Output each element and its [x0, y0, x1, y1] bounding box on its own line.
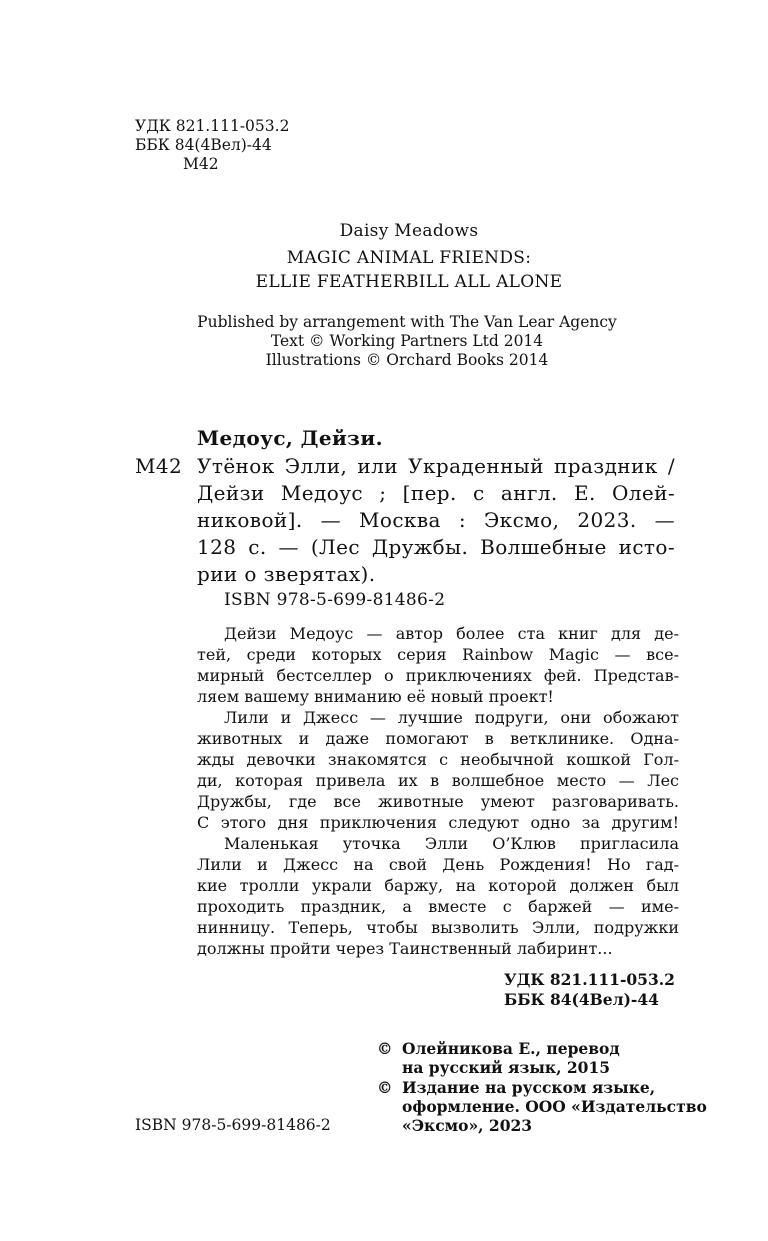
annotation-bbk: ББК 84(4Вел)-44	[504, 990, 659, 1009]
annotation-line: Дружбы, где все животные умеют разговаривать.	[197, 792, 679, 811]
annotation-line: мирный бестселлер о приключениях фей. Представ-	[197, 666, 679, 685]
author-mark: М42	[183, 155, 219, 173]
annotation-line: ляем вашему вниманию её новый проект!	[197, 687, 554, 706]
annotation-line: ди, которая привела их в волшебное место — Лес	[197, 771, 679, 790]
catalog-heading: Медоус, Дейзи.	[197, 426, 383, 450]
annotation-udk: УДК 821.111-053.2	[504, 970, 675, 989]
annotation-line: жды девочки знакомятся с необычной кошкой Гол-	[197, 750, 679, 769]
rights-line1: Published by arrangement with The Van Lear Agency	[197, 313, 617, 331]
copyright-symbol: ©	[377, 1039, 393, 1058]
copyright-symbol: ©	[377, 1078, 393, 1097]
copyright-translation-line2: на русский язык, 2015	[402, 1058, 611, 1077]
annotation-line: С этого дня приключения следуют одно за другим!	[197, 813, 679, 832]
catalog-line: рии о зверятах).	[197, 562, 376, 586]
original-title-line2: ELLIE FEATHERBILL ALL ALONE	[255, 272, 563, 292]
copyright-edition-line3: «Эксмо», 2023	[402, 1116, 533, 1135]
bbk-code: ББК 84(4Вел)-44	[135, 136, 272, 154]
catalog-line: Дейзи Медоус ; [пер. с англ. Е. Олей-	[197, 481, 675, 505]
annotation-line: кие тролли украли баржу, на которой должен был	[197, 876, 679, 895]
catalog-description	[197, 453, 675, 588]
catalog-line: Утёнок Элли, или Украденный праздник /	[197, 454, 675, 478]
catalog-isbn: ISBN 978-5-699-81486-2	[224, 590, 446, 610]
udk-code: УДК 821.111-053.2	[135, 117, 290, 135]
original-author: Daisy Meadows	[339, 221, 479, 241]
copyright-edition-line2: оформление. ООО «Издательство	[402, 1097, 707, 1116]
original-title-line1: MAGIC ANIMAL FRIENDS:	[286, 248, 532, 268]
annotation-line: тей, среди которых серия Rainbow Magic — все-	[197, 645, 679, 664]
annotation	[197, 623, 679, 959]
annotation-line: Лили и Джесс — лучшие подруги, они обожают	[224, 708, 679, 727]
annotation-line: проходить праздник, а вместе с баржей — име-	[197, 897, 679, 916]
annotation-line: Дейзи Медоус — автор более ста книг для де-	[224, 624, 679, 643]
annotation-line: нинницу. Теперь, чтобы вызволить Элли, подружки	[197, 918, 679, 937]
catalog-line: 128 с. — (Лес Дружбы. Волшебные исто-	[197, 535, 675, 559]
copyright-translation-line1: Олейникова Е., перевод	[402, 1039, 620, 1058]
catalog-line: никовой]. — Москва : Эксмо, 2023. —	[197, 508, 675, 532]
annotation-line: Лили и Джесс на свой День Рождения! Но гад-	[197, 855, 679, 874]
annotation-line: Маленькая уточка Элли О’Клюв пригласила	[224, 834, 679, 853]
rights-line2: Text © Working Partners Ltd 2014	[270, 332, 544, 350]
rights-line3: Illustrations © Orchard Books 2014	[265, 351, 549, 369]
annotation-line: животных и даже помогают в ветклинике. Одна-	[197, 729, 679, 748]
copyright-edition-line1: Издание на русском языке,	[402, 1078, 656, 1097]
footer-isbn: ISBN 978-5-699-81486-2	[135, 1116, 331, 1134]
catalog-mark: М42	[135, 454, 183, 478]
annotation-line: должны пройти через Таинственный лабиринт...	[197, 939, 613, 958]
